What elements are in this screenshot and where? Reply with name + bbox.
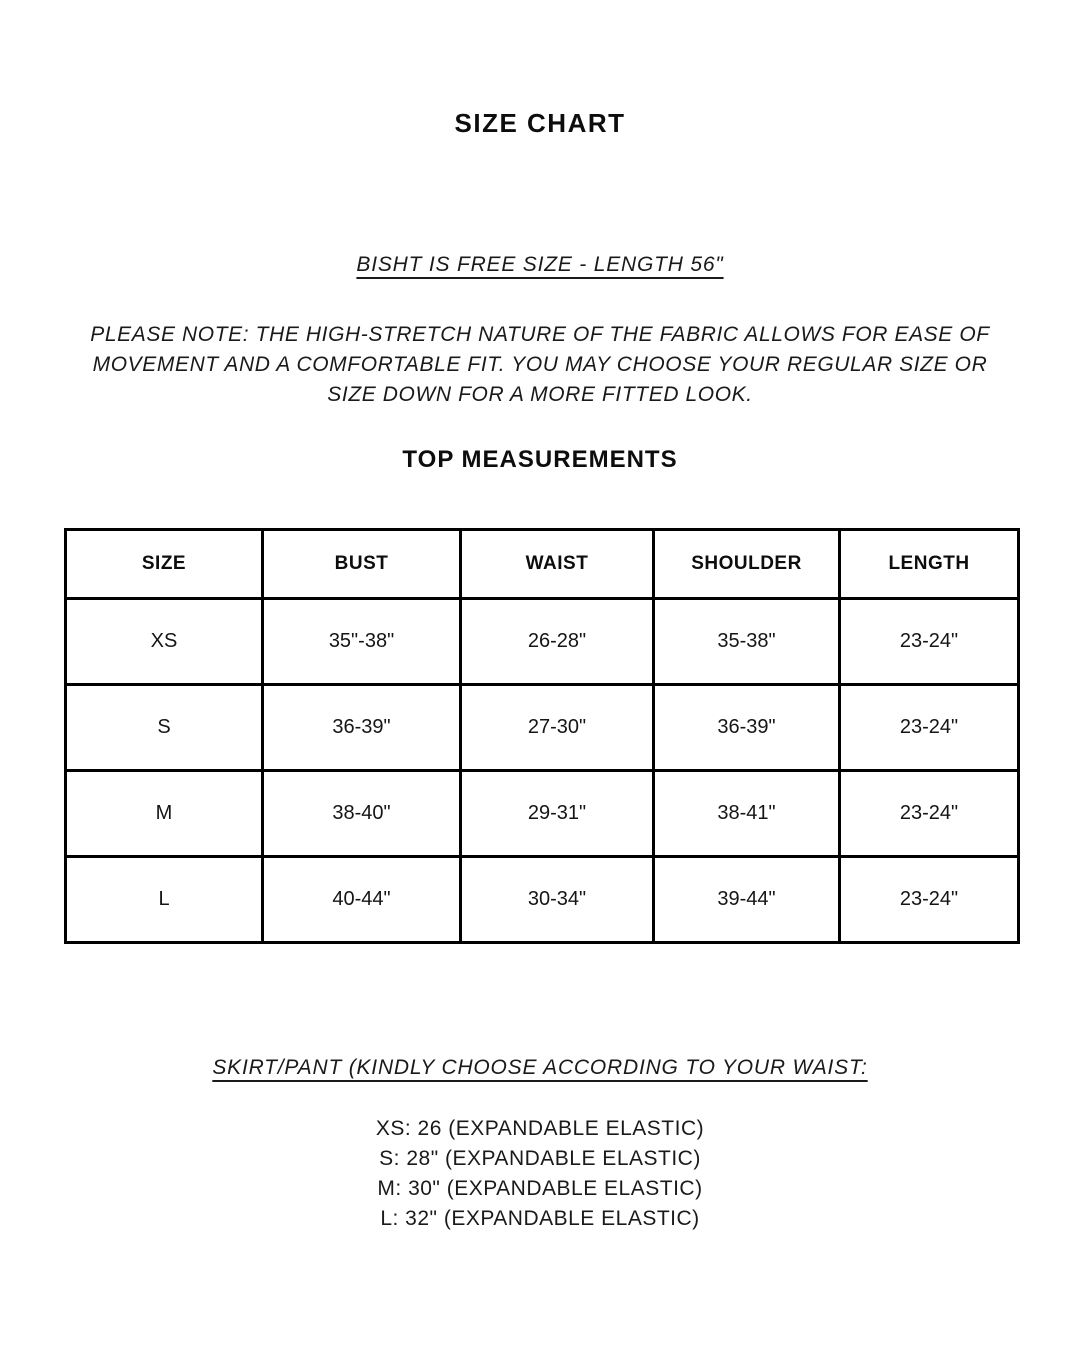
cell-length: 23-24" [840, 857, 1019, 943]
top-measurements-heading: TOP MEASUREMENTS [402, 446, 678, 473]
column-header-length: LENGTH [840, 530, 1019, 599]
table-row [66, 771, 1019, 857]
skirt-pant-options [0, 1114, 1080, 1234]
skirt-option-l: L: 32" (EXPANDABLE ELASTIC) [380, 1207, 700, 1230]
skirt-option-s: S: 28" (EXPANDABLE ELASTIC) [379, 1147, 701, 1170]
cell-length: 23-24" [840, 685, 1019, 771]
cell-size: S [66, 685, 263, 771]
table-row [66, 685, 1019, 771]
table-row [66, 857, 1019, 943]
cell-waist: 29-31" [461, 771, 654, 857]
column-header-shoulder: SHOULDER [654, 530, 840, 599]
cell-bust: 38-40" [263, 771, 461, 857]
skirt-pant-heading: SKIRT/PANT (KINDLY CHOOSE ACCORDING TO YOUR WAIST: [212, 1056, 868, 1079]
free-size-note: BISHT IS FREE SIZE - LENGTH 56" [356, 253, 724, 276]
cell-shoulder: 36-39" [654, 685, 840, 771]
cell-waist: 30-34" [461, 857, 654, 943]
page-title: SIZE CHART [454, 108, 626, 138]
cell-size: M [66, 771, 263, 857]
stretch-note-line: SIZE DOWN FOR A MORE FITTED LOOK. [327, 383, 753, 406]
cell-length: 23-24" [840, 771, 1019, 857]
cell-shoulder: 38-41" [654, 771, 840, 857]
cell-length: 23-24" [840, 599, 1019, 685]
column-header-size: SIZE [66, 530, 263, 599]
cell-shoulder: 35-38" [654, 599, 840, 685]
column-header-bust: BUST [263, 530, 461, 599]
stretch-note-line: PLEASE NOTE: THE HIGH-STRETCH NATURE OF THE FABRIC ALLOWS FOR EASE OF [90, 323, 990, 346]
stretch-note [60, 320, 1020, 410]
cell-size: L [66, 857, 263, 943]
column-header-waist: WAIST [461, 530, 654, 599]
table-header-row [66, 530, 1019, 599]
skirt-option-xs: XS: 26 (EXPANDABLE ELASTIC) [375, 1117, 705, 1140]
cell-bust: 36-39" [263, 685, 461, 771]
cell-waist: 27-30" [461, 685, 654, 771]
skirt-option-m: M: 30" (EXPANDABLE ELASTIC) [377, 1177, 703, 1200]
cell-shoulder: 39-44" [654, 857, 840, 943]
table-row [66, 599, 1019, 685]
cell-size: XS [66, 599, 263, 685]
cell-bust: 35"-38" [263, 599, 461, 685]
measurements-table [64, 528, 1020, 944]
stretch-note-line: MOVEMENT AND A COMFORTABLE FIT. YOU MAY CHOOSE YOUR REGULAR SIZE OR [92, 353, 988, 376]
cell-waist: 26-28" [461, 599, 654, 685]
cell-bust: 40-44" [263, 857, 461, 943]
